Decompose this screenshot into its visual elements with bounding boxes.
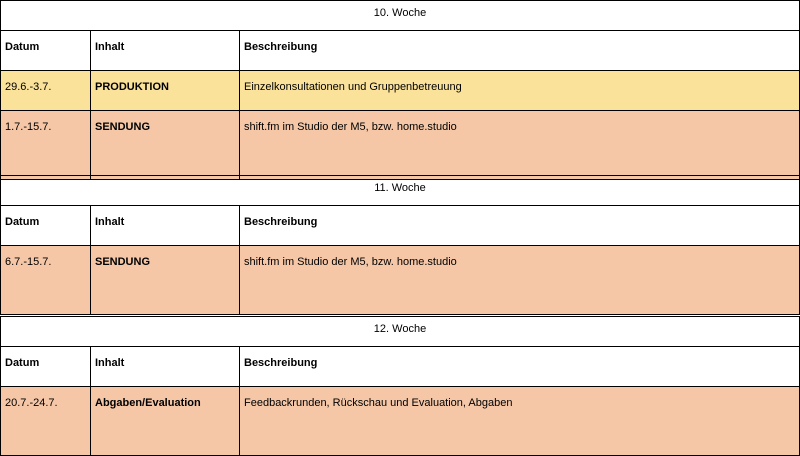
header-content: Inhalt [91,31,240,71]
week-10-table [0,0,800,180]
content-cell: SENDUNG [91,246,240,315]
table-row [1,71,800,111]
description-cell: shift.fm im Studio der M5, bzw. home.studio [240,111,800,180]
header-content: Inhalt [91,206,240,246]
content-cell: PRODUKTION [91,71,240,111]
header-date: Datum [1,347,91,387]
header-date: Datum [1,31,91,71]
week-title: 12. Woche [1,317,800,347]
header-description: Beschreibung [240,206,800,246]
week-title: 11. Woche [1,176,800,206]
date-cell: 29.6.-3.7. [1,71,91,111]
date-cell: 6.7.-15.7. [1,246,91,315]
header-description: Beschreibung [240,347,800,387]
date-cell: 1.7.-15.7. [1,111,91,180]
table-row [1,246,800,315]
header-description: Beschreibung [240,31,800,71]
description-cell: Feedbackrunden, Rückschau und Evaluation, Abgaben [240,387,800,456]
header-date: Datum [1,206,91,246]
date-cell: 20.7.-24.7. [1,387,91,456]
table-row [1,387,800,456]
content-cell: Abgaben/Evaluation [91,387,240,456]
description-cell: Einzelkonsultationen und Gruppenbetreuung [240,71,800,111]
week-12-table [0,316,800,456]
week-11-table [0,175,800,315]
week-title: 10. Woche [1,1,800,31]
header-content: Inhalt [91,347,240,387]
table-row [1,111,800,180]
content-cell: SENDUNG [91,111,240,180]
description-cell: shift.fm im Studio der M5, bzw. home.studio [240,246,800,315]
